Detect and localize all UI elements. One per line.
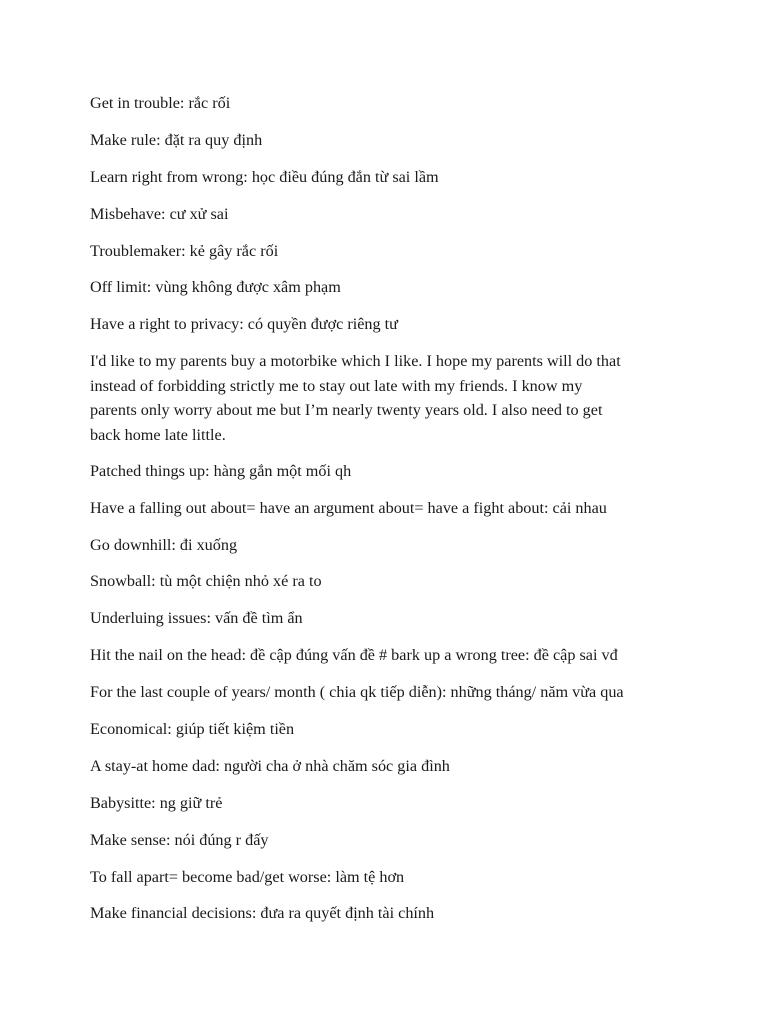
paragraph-line: back home late little. (90, 425, 226, 444)
paragraph-line: parents only worry about me but I’m nearly twenty years old. I also need to get (90, 401, 603, 420)
vocab-entry: Economical: giúp tiết kiệm tiền (90, 719, 295, 738)
vocab-entry: Troublemaker: kẻ gây rắc rối (90, 241, 279, 260)
paragraph-line: I'd like to my parents buy a motorbike which I like. I hope my parents will do that (90, 352, 621, 371)
vocab-entry: Misbehave: cư xử sai (90, 204, 229, 223)
vocab-entry: Have a falling out about= have an argument about= have a fight about: cải nhau (90, 498, 607, 517)
vocab-entry: Go downhill: đi xuống (90, 535, 238, 554)
vocab-entry: Snowball: tù một chiện nhỏ xé ra to (90, 572, 322, 591)
vocab-entry: Hit the nail on the head: đề cập đúng vấn đề # bark up a wrong tree: đề cập sai vđ (90, 646, 618, 665)
vocab-entry: Patched things up: hàng gắn một mối qh (90, 461, 352, 480)
document-page (90, 91, 690, 938)
vocab-entry: Get in trouble: rắc rối (90, 94, 231, 112)
opinion-paragraph (90, 349, 690, 447)
vocab-entry: For the last couple of years/ month ( chia qk tiếp diễn): những tháng/ năm vừa qua (90, 683, 624, 702)
vocab-entry: Make rule: đặt ra quy định (90, 130, 263, 149)
paragraph-line: instead of forbidding strictly me to stay out late with my friends. I know my (90, 376, 583, 395)
vocab-entry: Make sense: nói đúng r đấy (90, 830, 269, 849)
vocab-entry: Have a right to privacy: có quyền được riêng tư (90, 315, 398, 334)
vocab-entry: Babysitte: ng giữ trẻ (90, 793, 223, 812)
vocab-entry: Make financial decisions: đưa ra quyết định tài chính (90, 904, 435, 923)
vocab-entry: Off limit: vùng không được xâm phạm (90, 278, 341, 297)
vocab-entry: Underluing issues: vấn đề tìm ẩn (90, 609, 303, 628)
vocab-entry: To fall apart= become bad/get worse: làm tệ hơn (90, 867, 405, 886)
vocab-entry: A stay-at home dad: người cha ở nhà chăm sóc gia đình (90, 756, 450, 775)
vocab-entry: Learn right from wrong: học điều đúng đắn từ sai lầm (90, 167, 439, 186)
